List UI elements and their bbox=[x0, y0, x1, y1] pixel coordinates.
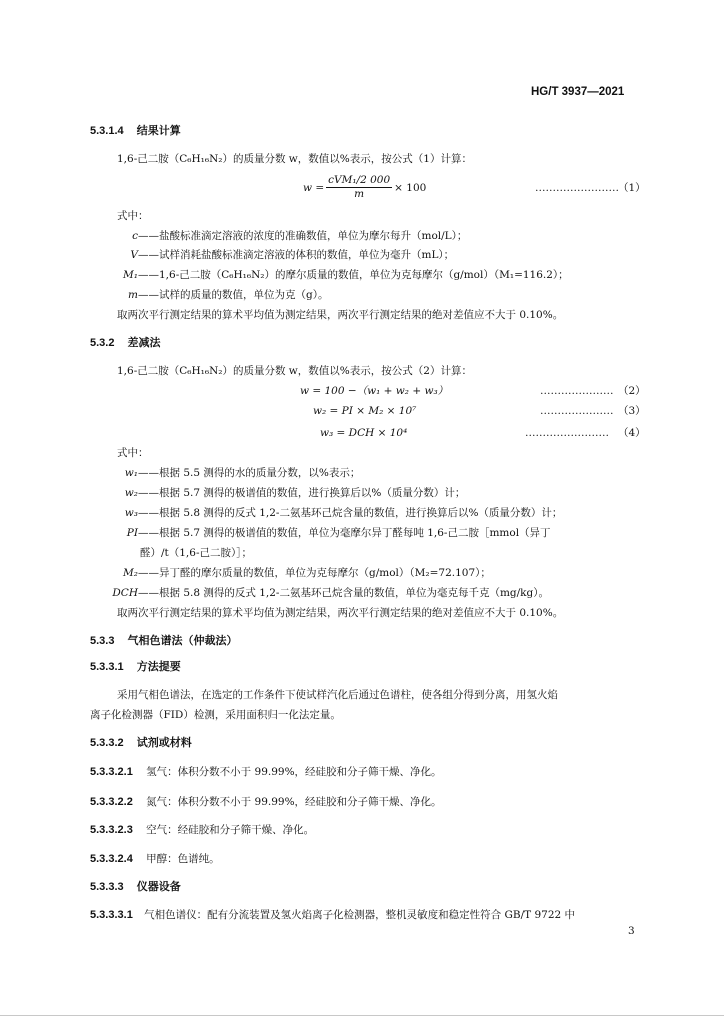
closing-sentence: 取两次平行测定结果的算术平均值为测定结果，两次平行测定结果的绝对差值应不大于 0.10%。 bbox=[117, 309, 564, 321]
formula-1 bbox=[303, 174, 426, 201]
item-number: 5.3.3.2.2 bbox=[90, 796, 133, 808]
paragraph-line: 离子化检测器（FID）检测，采用面积归一化法定量。 bbox=[90, 709, 341, 721]
reagent-item bbox=[90, 823, 314, 837]
formula-dots: …………………… bbox=[525, 427, 609, 439]
formula-dots: ………………… bbox=[540, 405, 614, 417]
definition-symbol: DCH bbox=[112, 587, 138, 599]
item-text: 空气：经硅胶和分子筛干燥、净化。 bbox=[146, 824, 315, 836]
definition-symbol: PI bbox=[126, 527, 138, 539]
definition-text: ——1,6-己二胺（C₆H₁₆N₂）的摩尔质量的数值，单位为克每摩尔（g/mol）（M₁=116.2）； bbox=[138, 269, 569, 281]
formula-numerator: cVM₁/2 000 bbox=[328, 174, 391, 186]
section-533-heading bbox=[90, 634, 238, 648]
item-text: 气相色谱仪：配有分流装置及氢火焰离子化检测器，整机灵敏度和稳定性符合 GB/T 9722 中 bbox=[144, 909, 576, 921]
reagent-item bbox=[90, 852, 220, 866]
section-number: 5.3.3.2 bbox=[90, 737, 124, 749]
section-number: 5.3.1.4 bbox=[90, 125, 124, 137]
definition-symbol: c bbox=[132, 230, 138, 242]
formula-label: （3） bbox=[618, 405, 646, 417]
reagent-item bbox=[90, 765, 442, 779]
item-number: 5.3.3.3.1 bbox=[90, 909, 133, 921]
definition-row bbox=[100, 566, 491, 580]
page-number: 3 bbox=[628, 925, 635, 937]
item-text: 氢气：体积分数不小于 99.99%，经硅胶和分子筛干燥、净化。 bbox=[146, 766, 442, 778]
definition-symbol: M₁ bbox=[123, 269, 138, 281]
definition-symbol: M₂ bbox=[123, 567, 138, 579]
section-number: 5.3.2 bbox=[90, 337, 115, 349]
section-title: 试剂或材料 bbox=[136, 737, 192, 749]
definition-text: ——根据 5.8 测得的反式 1,2-二氨基环己烷含量的数值，进行换算后以%（质量分数）计； bbox=[138, 507, 563, 519]
formula-fraction bbox=[326, 174, 392, 201]
where-label: 式中： bbox=[117, 447, 149, 459]
page-edge-divider bbox=[0, 1015, 724, 1016]
section-5314-heading bbox=[90, 124, 181, 138]
formula-dots: ………………… bbox=[540, 385, 614, 397]
section-532-heading bbox=[90, 336, 161, 350]
definition-row bbox=[100, 486, 465, 500]
definition-text: ——根据 5.7 测得的极谱值的数值，进行换算后以%（质量分数）计； bbox=[138, 487, 466, 499]
reagent-item bbox=[90, 795, 442, 809]
paragraph-line: 采用气相色谱法，在选定的工作条件下使试样汽化后通过色谱柱，使各组分得到分离，用氢火焰 bbox=[117, 689, 558, 701]
definition-text: ——试样的质量的数值，单位为克（g）。 bbox=[138, 289, 329, 301]
definition-text: ——试样消耗盐酸标准滴定溶液的体积的数值，单位为毫升（mL）； bbox=[138, 249, 455, 261]
formula-2: w = 100 −（w₁ + w₂ + w₃） bbox=[300, 385, 449, 397]
formula-rhs: × 100 bbox=[394, 181, 427, 194]
section-title: 气相色谱法（仲裁法） bbox=[127, 635, 238, 647]
definition-row bbox=[100, 506, 562, 520]
definition-row bbox=[110, 229, 467, 243]
definition-symbol: w₂ bbox=[124, 487, 138, 499]
formula-label: （2） bbox=[618, 385, 646, 397]
formula-label: （4） bbox=[618, 427, 646, 439]
definition-row bbox=[88, 586, 549, 600]
definition-row bbox=[100, 526, 551, 540]
formula-4: w₃ = DCH × 10⁴ bbox=[320, 427, 408, 439]
definition-text: ——根据 5.7 测得的极谱值的数值，单位为毫摩尔异丁醛每吨 1,6-己二胺［mmol（异丁 bbox=[138, 527, 551, 539]
definition-symbol: w₃ bbox=[124, 507, 138, 519]
formula-3: w₂ = PI × M₂ × 10⁷ bbox=[313, 405, 417, 417]
equipment-item bbox=[90, 908, 575, 922]
formula-denominator: m bbox=[354, 188, 365, 200]
definition-symbol: w₁ bbox=[124, 467, 138, 479]
section-number: 5.3.3.1 bbox=[90, 661, 124, 673]
section-title: 方法提要 bbox=[136, 661, 181, 673]
section-title: 仪器设备 bbox=[136, 881, 181, 893]
definition-text: ——盐酸标准滴定溶液的浓度的准确数值，单位为摩尔每升（mol/L）； bbox=[138, 230, 468, 242]
definition-symbol: V bbox=[130, 249, 138, 261]
closing-sentence: 取两次平行测定结果的算术平均值为测定结果，两次平行测定结果的绝对差值应不大于 0.10%。 bbox=[117, 607, 564, 619]
section-title: 结果计算 bbox=[136, 125, 181, 137]
definition-row bbox=[100, 268, 569, 282]
section-title: 差减法 bbox=[127, 337, 161, 349]
formula-intro: 1,6-己二胺（C₆H₁₆N₂）的质量分数 w，数值以%表示，按公式（2）计算： bbox=[117, 365, 472, 377]
definition-text: ——异丁醛的摩尔质量的数值，单位为克每摩尔（g/mol）（M₂=72.107）； bbox=[138, 567, 491, 579]
item-number: 5.3.3.2.4 bbox=[90, 853, 133, 865]
formula-label: （1） bbox=[618, 182, 646, 194]
section-5331-heading bbox=[90, 660, 181, 674]
definition-symbol: m bbox=[128, 289, 138, 301]
formula-intro: 1,6-己二胺（C₆H₁₆N₂）的质量分数 w，数值以%表示，按公式（1）计算： bbox=[117, 153, 472, 165]
definition-text: ——根据 5.8 测得的反式 1,2-二氨基环己烷含量的数值，单位为毫克每千克（mg/kg）。 bbox=[138, 587, 550, 599]
item-text: 氮气：体积分数不小于 99.99%，经硅胶和分子筛干燥、净化。 bbox=[146, 796, 442, 808]
section-5333-heading bbox=[90, 880, 181, 894]
formula-lhs: w = bbox=[303, 181, 325, 194]
section-number: 5.3.3.3 bbox=[90, 881, 124, 893]
formula-dots: …………………… bbox=[535, 182, 619, 194]
definition-text: ——根据 5.5 测得的水的质量分数，以%表示； bbox=[138, 467, 361, 479]
definition-row bbox=[100, 466, 360, 480]
standard-code: HG/T 3937—2021 bbox=[531, 86, 625, 98]
section-5332-heading bbox=[90, 736, 192, 750]
item-text: 甲醇：色谱纯。 bbox=[146, 853, 220, 865]
item-number: 5.3.3.2.1 bbox=[90, 766, 133, 778]
item-number: 5.3.3.2.3 bbox=[90, 824, 133, 836]
definition-row bbox=[110, 288, 328, 302]
section-number: 5.3.3 bbox=[90, 635, 115, 647]
definition-row bbox=[110, 248, 454, 262]
where-label: 式中： bbox=[117, 210, 149, 222]
definition-continuation: 醛）/t（1,6-己二胺）］； bbox=[140, 547, 253, 559]
